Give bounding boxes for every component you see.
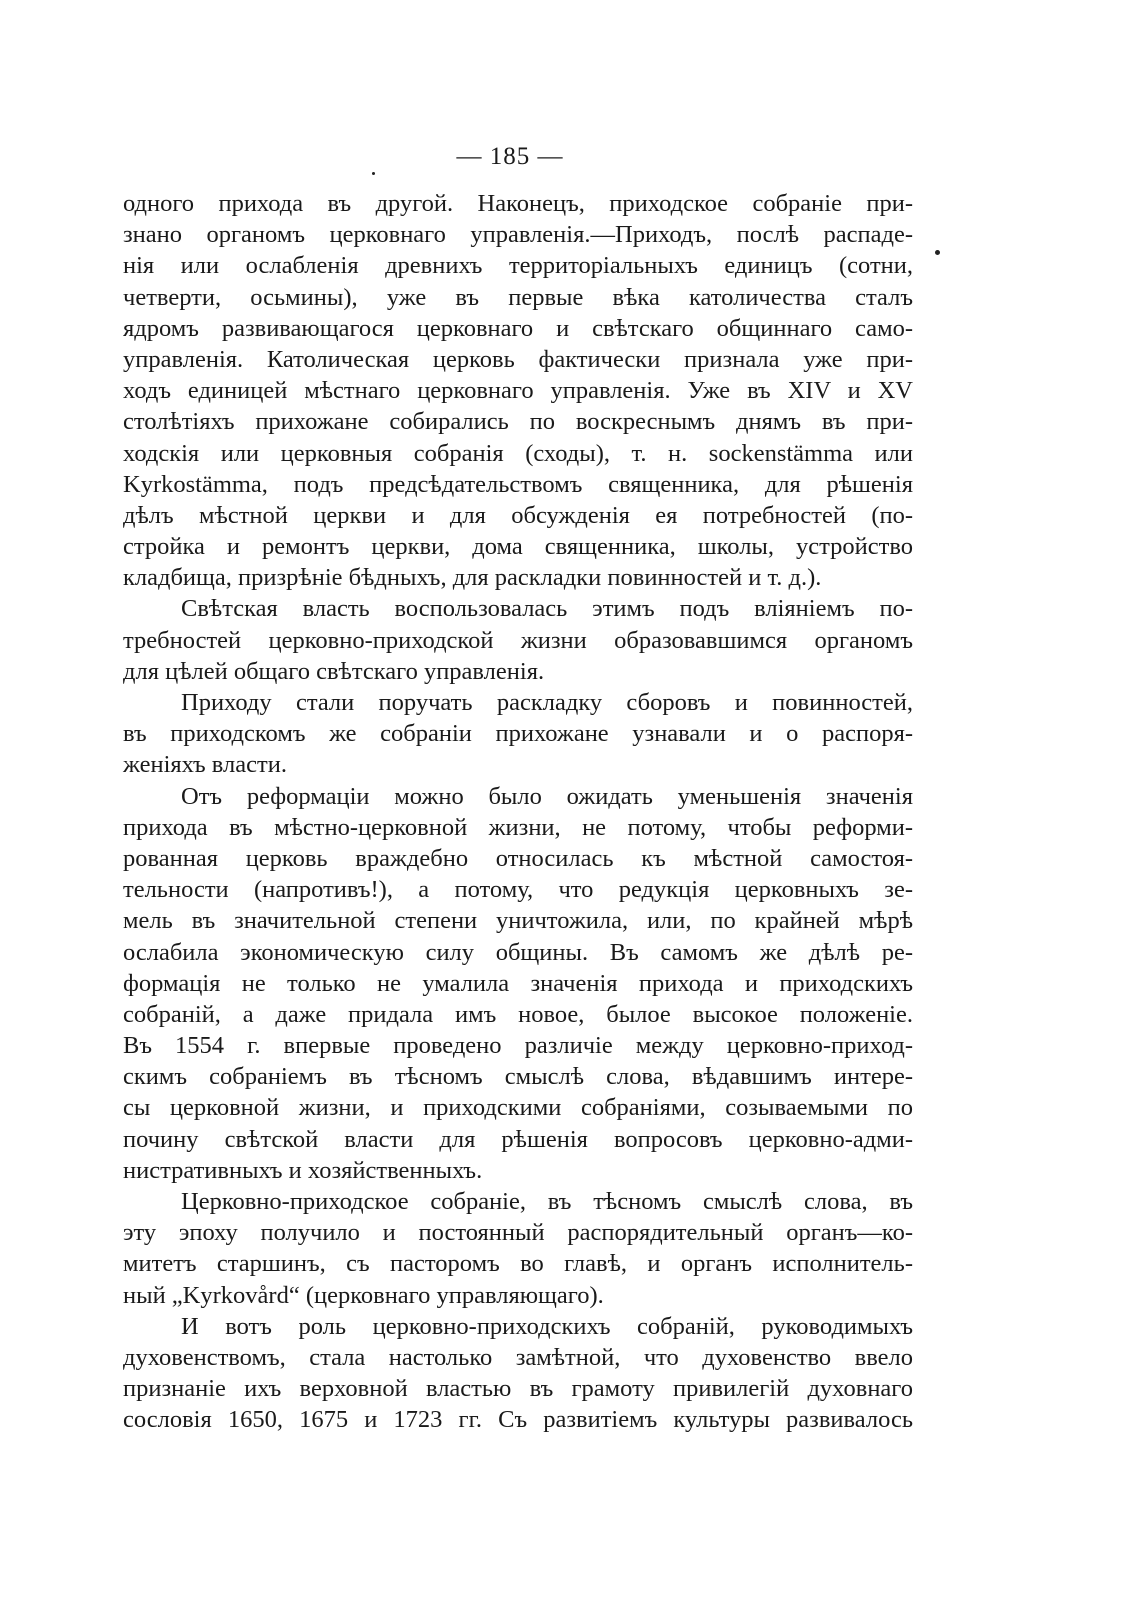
text-line: Церковно-приходское собраніе, въ тѣсномъ смыслѣ слова, въ [181, 1188, 913, 1215]
text-line: тельности (напротивъ!), а потому, что редукція церковныхъ зе- [123, 876, 913, 904]
text-line: рованная церковь враждебно относилась къ мѣстной самостоя- [123, 844, 913, 872]
text-line: требностей церковно-приходской жизни образовавшимся органомъ [123, 626, 913, 654]
text-line: дѣлъ мѣстной церкви и для обсужденія ея потребностей (по- [123, 501, 913, 529]
text-line: сословія 1650, 1675 и 1723 гг. Съ развитіемъ культуры развивалось [123, 1406, 913, 1434]
text-line: Въ 1554 г. впервые проведено различіе между церковно-приход- [123, 1032, 913, 1060]
text-line: нистративныхъ и хозяйственныхъ. [123, 1156, 483, 1184]
text-line: мель въ значительной степени уничтожила, или, по крайней мѣрѣ [123, 907, 913, 935]
text-line: Отъ реформаціи можно было ожидать уменьшенія значенія [181, 782, 913, 810]
text-line: И вотъ роль церковно-приходскихъ собраній, руководимыхъ [181, 1312, 913, 1340]
page-number: — 185 — [456, 143, 564, 170]
text-line: четверти, осьмины), уже въ первые вѣка католичества сталъ [123, 283, 913, 311]
print-speck [935, 250, 940, 255]
text-line: для цѣлей общаго свѣтскаго управленія. [123, 657, 545, 685]
text-line: митетъ старшинъ, съ пасторомъ во главѣ, и органъ исполнитель- [123, 1250, 913, 1278]
text-line: формація не только не умалила значенія прихода и приходскихъ [123, 969, 913, 997]
text-line: знано органомъ церковнаго управленія.—Приходъ, послѣ распаде- [123, 221, 913, 249]
body-text [123, 188, 913, 1436]
text-line: сы церковной жизни, и приходскими собраніями, созываемыми по [123, 1094, 913, 1122]
text-line: почину свѣтской власти для рѣшенія вопросовъ церковно-адми- [123, 1125, 913, 1153]
text-line: ходскія или церковныя собранія (сходы), т. н. sockenstämma или [123, 439, 913, 467]
text-line: одного прихода въ другой. Наконецъ, приходское собраніе при- [123, 190, 913, 217]
text-line: нія или ослабленія древнихъ территоріальныхъ единицъ (сотни, [123, 252, 913, 280]
text-line: Kyrkostämma, подъ предсѣдательствомъ священника, для рѣшенія [123, 470, 913, 498]
text-line: признаніе ихъ верховной властью въ грамоту привилегій духовнаго [123, 1375, 913, 1403]
text-line: прихода въ мѣстно-церковной жизни, не потому, чтобы реформи- [123, 813, 913, 841]
text-line: эту эпоху получило и постоянный распорядительный органъ—ко- [123, 1219, 913, 1247]
text-line: управленія. Католическая церковь фактически признала уже при- [123, 345, 913, 373]
print-speck [372, 172, 375, 175]
text-line: ослабила экономическую силу общины. Въ самомъ же дѣлѣ ре- [123, 938, 913, 966]
text-line: Свѣтская власть воспользовалась этимъ подъ вліяніемъ по- [181, 595, 913, 623]
text-line: скимъ собраніемъ въ тѣсномъ смыслѣ слова, вѣдавшимъ интере- [123, 1063, 913, 1091]
text-line: женіяхъ власти. [123, 751, 287, 779]
text-line: ходъ единицей мѣстнаго церковнаго управленія. Уже въ XIV и XV [123, 377, 913, 405]
text-line: кладбища, призрѣніе бѣдныхъ, для раскладки повинностей и т. д.). [123, 564, 822, 592]
text-line: ный „Kyrkovård“ (церковнаго управляющаго). [123, 1281, 604, 1309]
text-line: духовенствомъ, стала настолько замѣтной, что духовенство ввело [123, 1343, 913, 1371]
text-line: Приходу стали поручать раскладку сборовъ и повинностей, [181, 689, 913, 716]
text-line: собраній, а даже придала имъ новое, былое высокое положеніе. [123, 1000, 913, 1028]
text-line: въ приходскомъ же собраніи прихожане узнавали и о распоря- [123, 720, 913, 748]
text-line: столѣтіяхъ прихожане собирались по воскреснымъ днямъ въ при- [123, 408, 913, 436]
text-line: стройка и ремонтъ церкви, дома священника, школы, устройство [123, 533, 913, 561]
text-line: ядромъ развивающагося церковнаго и свѣтскаго общиннаго само- [123, 314, 913, 342]
